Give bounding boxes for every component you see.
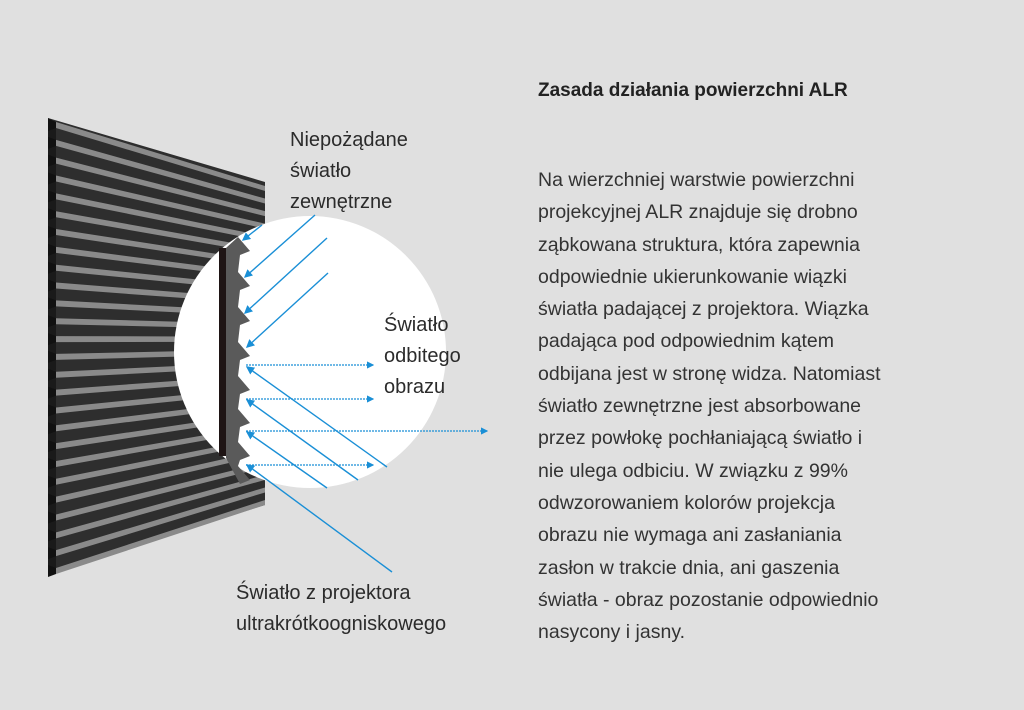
label-line: Niepożądane — [290, 129, 408, 151]
description-line: przez powłokę pochłaniającą światło i — [538, 427, 863, 450]
description-line: zasłon w trakcie dnia, ani gaszenia — [538, 556, 840, 579]
page-title: Zasada działania powierzchni ALR — [538, 80, 848, 101]
label-projector-light — [236, 578, 446, 640]
label-line: Światło — [384, 314, 449, 336]
label-line: zewnętrzne — [290, 191, 393, 213]
description-line: padająca pod odpowiednim kątem — [538, 330, 834, 353]
label-line: obrazu — [384, 376, 446, 398]
description-line: światła padającej z projektora. Wiązka — [538, 298, 869, 321]
label-reflected-light — [384, 310, 461, 403]
description-line: obrazu nie wymaga ani zasłaniania — [538, 524, 842, 547]
description-line: projekcyjnej ALR znajduje się drobno — [538, 201, 858, 224]
description-text — [538, 164, 978, 648]
description-line: ząbkowana struktura, która zapewnia — [538, 233, 860, 256]
label-line: ultrakrótkoogniskowego — [236, 613, 447, 635]
absorbing-layer — [219, 248, 226, 456]
label-external-light — [290, 125, 408, 218]
description-line: światła - obraz pozostanie odpowiednio — [538, 588, 879, 611]
description-line: odpowiednie ukierunkowanie wiązki — [538, 265, 847, 288]
description-line: światło zewnętrzne jest absorbowane — [538, 395, 862, 418]
description-line: odbijana jest w stronę widza. Natomiast — [538, 362, 881, 385]
description-line: nie ulega odbiciu. W związku z 99% — [538, 459, 848, 482]
description-line: nasycony i jasny. — [538, 621, 686, 644]
label-line: odbitego — [384, 345, 461, 367]
description-line: odwzorowaniem kolorów projekcja — [538, 491, 835, 514]
label-line: światło — [290, 160, 352, 182]
label-line: Światło z projektora — [236, 582, 411, 604]
description-line: Na wierzchniej warstwie powierzchni — [538, 169, 855, 191]
